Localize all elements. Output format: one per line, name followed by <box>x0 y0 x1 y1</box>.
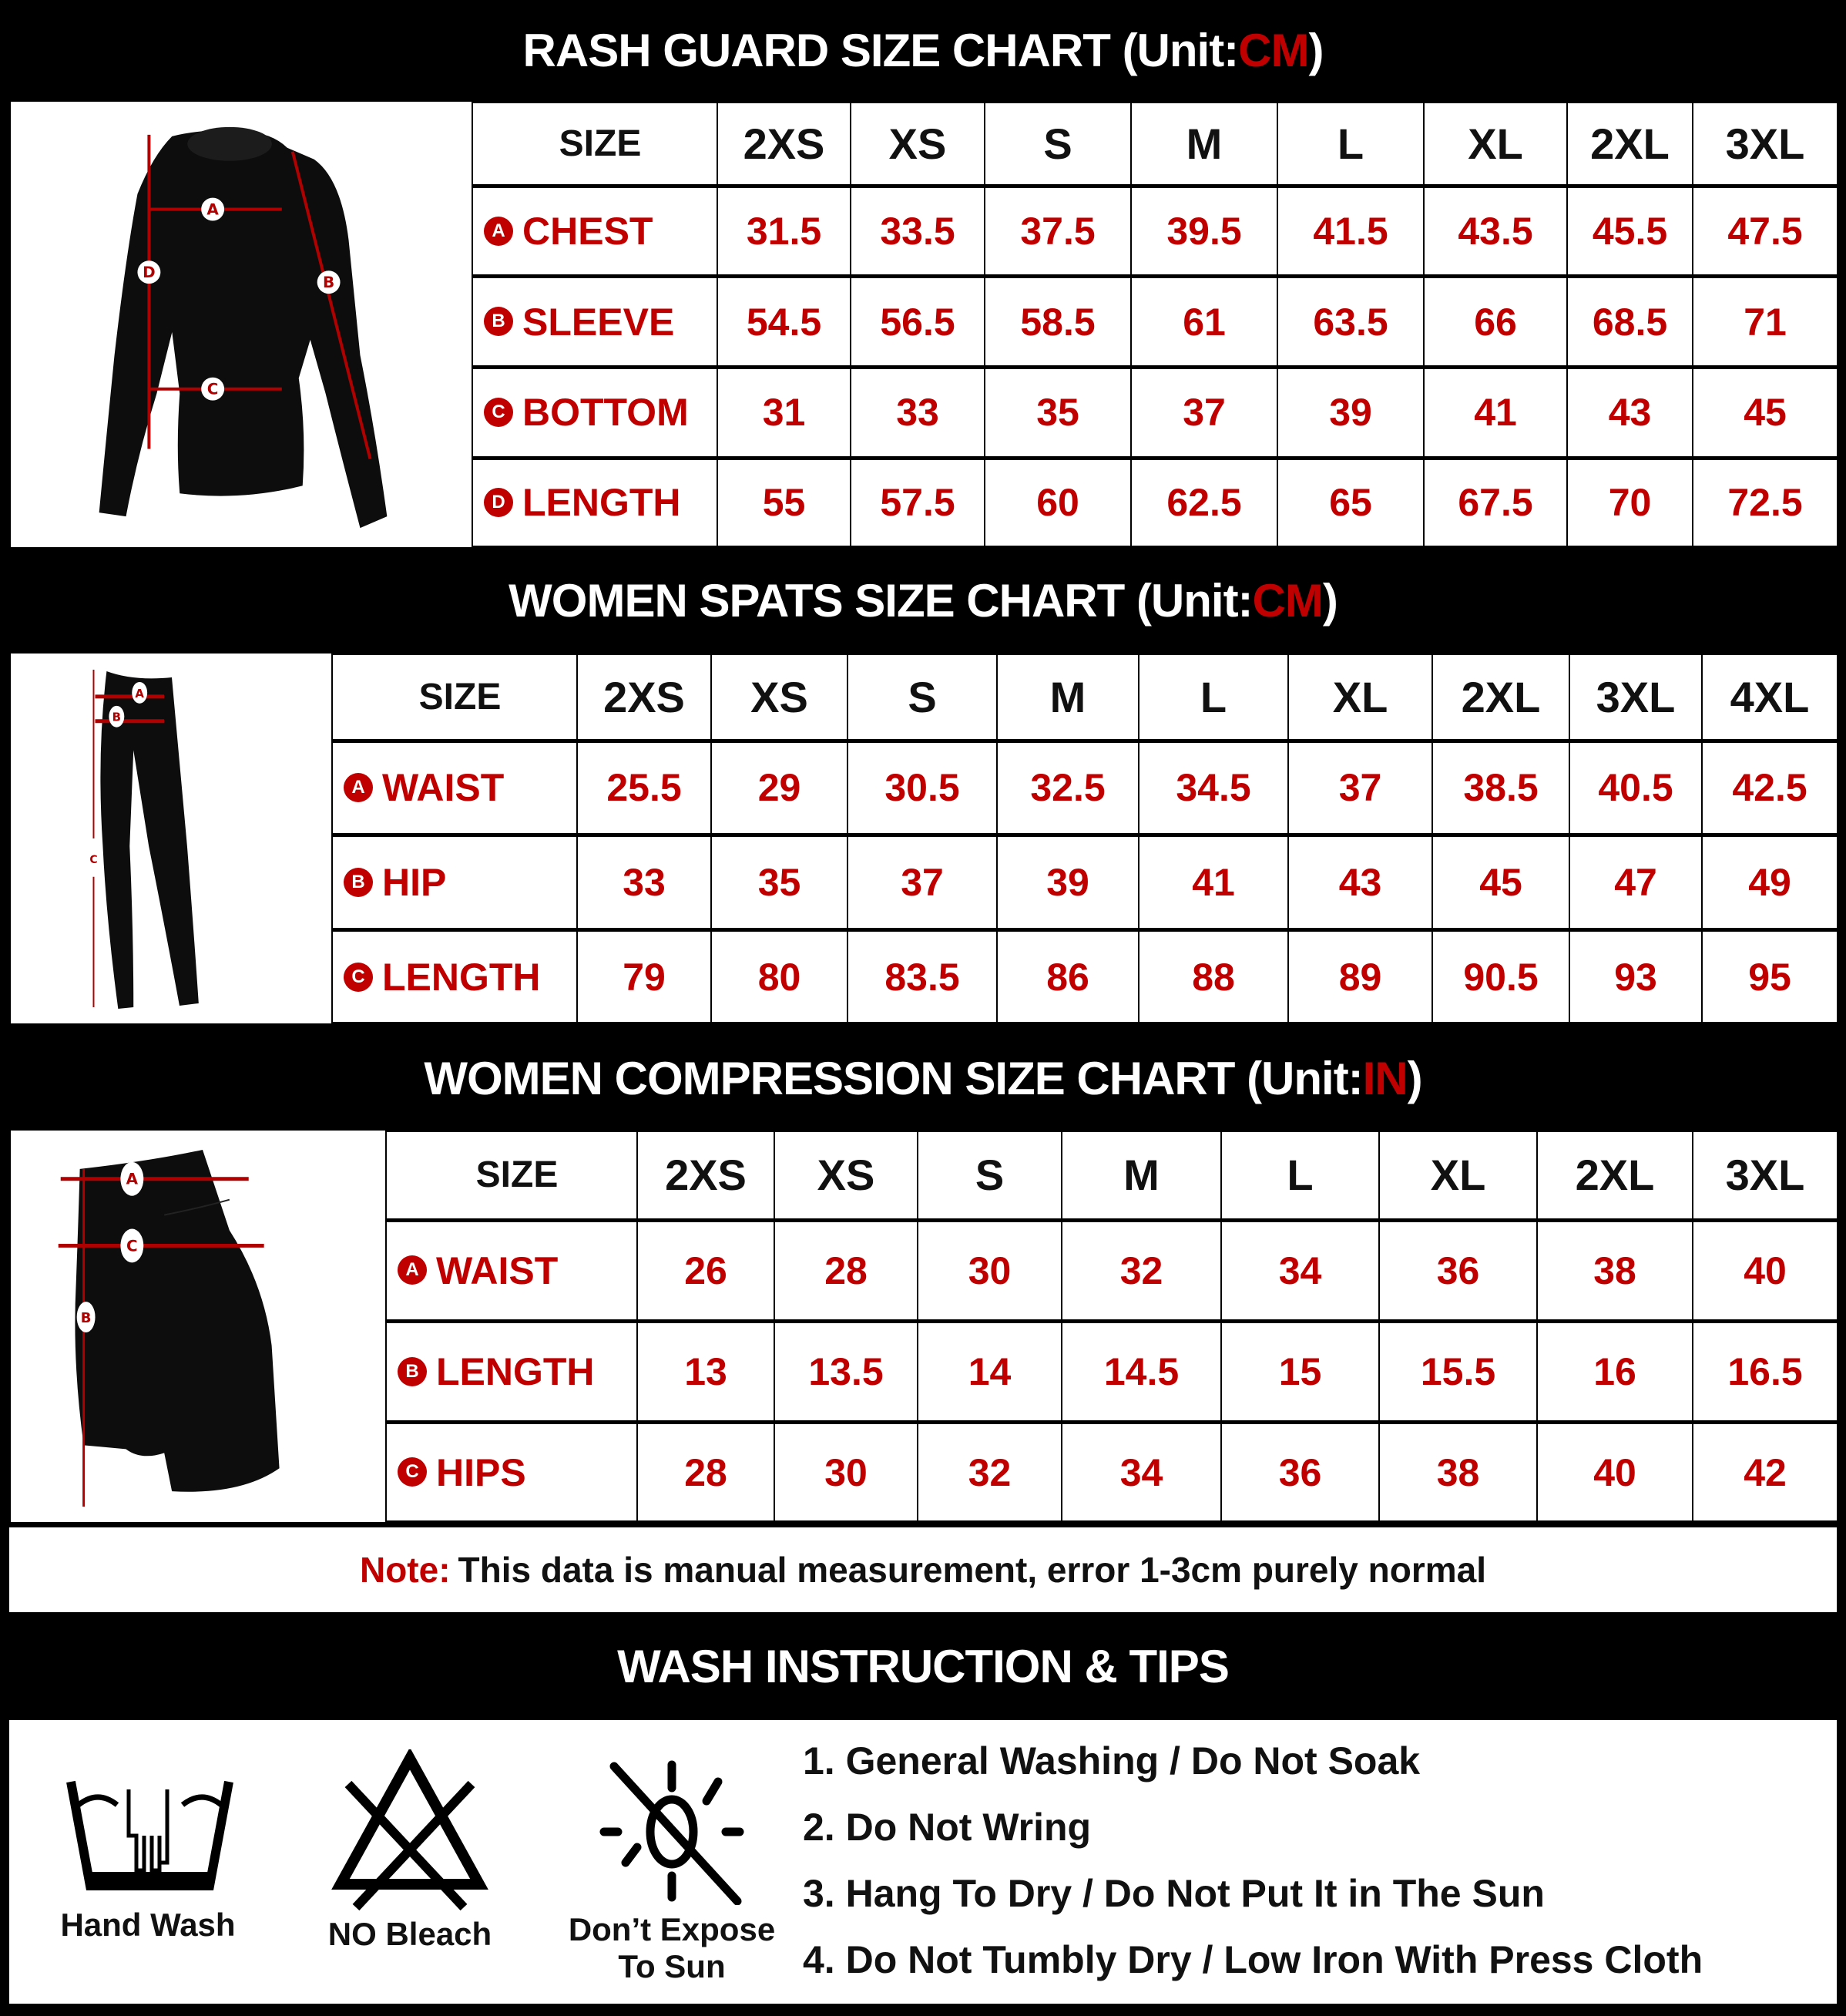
cell: 33.5 <box>851 186 985 277</box>
cell: 39 <box>1277 367 1424 458</box>
compression-title: WOMEN COMPRESSION SIZE CHART (Unit: IN ) <box>0 1027 1846 1129</box>
cell: 28 <box>774 1220 918 1321</box>
marker-badge: C <box>484 398 513 427</box>
spats-title: WOMEN SPATS SIZE CHART (Unit: CM ) <box>0 549 1846 652</box>
row-label: B LENGTH <box>386 1321 637 1422</box>
size-col: XL <box>1288 654 1432 741</box>
marker-badge: A <box>484 217 513 246</box>
cell: 42 <box>1693 1423 1838 1521</box>
cell: 89 <box>1288 930 1432 1023</box>
table-header-row <box>472 102 1838 186</box>
table-row <box>332 835 1838 930</box>
table-row <box>472 458 1838 546</box>
cell: 95 <box>1702 930 1838 1023</box>
cell: 34 <box>1062 1423 1221 1521</box>
cell: 88 <box>1139 930 1288 1023</box>
measurement-note <box>9 1527 1837 1612</box>
care-hand-wash <box>40 1759 256 1944</box>
cell: 39.5 <box>1131 186 1277 277</box>
cell: 43 <box>1567 367 1693 458</box>
wash-tips-list <box>803 1728 1703 1993</box>
cell: 80 <box>711 930 847 1023</box>
svg-text:B: B <box>323 274 335 292</box>
marker-badge: C <box>398 1457 427 1487</box>
svg-text:C: C <box>89 853 98 866</box>
size-col: 4XL <box>1702 654 1838 741</box>
svg-text:B: B <box>80 1310 92 1327</box>
size-col: S <box>985 102 1131 186</box>
size-col: 2XL <box>1537 1131 1693 1220</box>
cell: 40 <box>1693 1220 1838 1321</box>
size-col: XS <box>774 1131 918 1220</box>
cell: 16 <box>1537 1321 1693 1422</box>
size-col: M <box>997 654 1139 741</box>
size-col: 2XS <box>577 654 711 741</box>
tip-item: 1. General Washing / Do Not Soak <box>803 1739 1421 1782</box>
care-label: Hand Wash <box>60 1907 236 1943</box>
cell: 33 <box>851 367 985 458</box>
row-label: B SLEEVE <box>472 277 717 368</box>
wash-title: WASH INSTRUCTION & TIPS <box>0 1612 1846 1720</box>
cell: 41 <box>1424 367 1567 458</box>
size-col: 2XS <box>637 1131 774 1220</box>
cell: 37.5 <box>985 186 1131 277</box>
cell: 31.5 <box>717 186 851 277</box>
row-label: C BOTTOM <box>472 367 717 458</box>
cell: 30 <box>774 1423 918 1521</box>
table-row <box>332 741 1838 835</box>
svg-text:B: B <box>112 710 122 724</box>
cell: 29 <box>711 741 847 835</box>
size-header: SIZE <box>332 654 577 741</box>
cell: 43 <box>1288 835 1432 930</box>
tip-item: 2. Do Not Wring <box>803 1806 1092 1849</box>
row-label: D LENGTH <box>472 458 717 546</box>
size-col: XL <box>1424 102 1567 186</box>
cell: 15.5 <box>1379 1321 1537 1422</box>
cell: 55 <box>717 458 851 546</box>
size-col: L <box>1139 654 1288 741</box>
cell: 62.5 <box>1131 458 1277 546</box>
marker-badge: D <box>484 488 513 517</box>
compression-table <box>385 1131 1838 1522</box>
cell: 42.5 <box>1702 741 1838 835</box>
cell: 93 <box>1569 930 1702 1023</box>
svg-text:A: A <box>135 686 144 701</box>
svg-text:C: C <box>206 380 219 398</box>
cell: 14.5 <box>1062 1321 1221 1422</box>
cell: 86 <box>997 930 1139 1023</box>
row-label: C LENGTH <box>332 930 577 1023</box>
cell: 28 <box>637 1423 774 1521</box>
size-col: L <box>1221 1131 1379 1220</box>
rash-guard-figure <box>11 102 473 547</box>
size-col: 2XS <box>717 102 851 186</box>
marker-badge: B <box>344 868 373 897</box>
cell: 43.5 <box>1424 186 1567 277</box>
cell: 25.5 <box>577 741 711 835</box>
table-row <box>386 1220 1838 1321</box>
svg-text:C: C <box>126 1237 138 1255</box>
size-col: S <box>847 654 997 741</box>
note-label: Note: <box>359 1550 451 1590</box>
row-label: C HIPS <box>386 1423 637 1521</box>
cell: 90.5 <box>1432 930 1569 1023</box>
cell: 30.5 <box>847 741 997 835</box>
size-col: 2XL <box>1567 102 1693 186</box>
cell: 83.5 <box>847 930 997 1023</box>
size-col: L <box>1277 102 1424 186</box>
cell: 60 <box>985 458 1131 546</box>
cell: 26 <box>637 1220 774 1321</box>
cell: 36 <box>1379 1220 1537 1321</box>
cell: 16.5 <box>1693 1321 1838 1422</box>
marker-badge: C <box>344 963 373 992</box>
size-col: M <box>1062 1131 1221 1220</box>
compression-panel <box>9 1129 1837 1524</box>
cell: 47.5 <box>1693 186 1838 277</box>
size-header: SIZE <box>386 1131 637 1220</box>
spats-figure <box>11 654 333 1023</box>
row-label: A CHEST <box>472 186 717 277</box>
size-col: 3XL <box>1693 1131 1838 1220</box>
cell: 40.5 <box>1569 741 1702 835</box>
unit-label: CM <box>1238 24 1309 76</box>
cell: 68.5 <box>1567 277 1693 368</box>
cell: 35 <box>985 367 1131 458</box>
tip-item: 4. Do Not Tumbly Dry / Low Iron With Press Cloth <box>803 1938 1703 1981</box>
svg-text:A: A <box>206 200 219 219</box>
cell: 34 <box>1221 1220 1379 1321</box>
no-bleach-icon <box>329 1749 491 1911</box>
cell: 38.5 <box>1432 741 1569 835</box>
cell: 45 <box>1432 835 1569 930</box>
cell: 49 <box>1702 835 1838 930</box>
unit-label: IN <box>1362 1052 1408 1104</box>
marker-badge: B <box>484 307 513 336</box>
cell: 38 <box>1537 1220 1693 1321</box>
rash-guard-panel <box>9 100 1837 549</box>
cell: 61 <box>1131 277 1277 368</box>
svg-text:D: D <box>143 264 156 282</box>
unit-label: CM <box>1252 574 1323 627</box>
row-label: B HIP <box>332 835 577 930</box>
marker-badge: A <box>398 1255 427 1285</box>
row-label: A WAIST <box>386 1220 637 1321</box>
marker-badge: B <box>398 1357 427 1386</box>
cell: 37 <box>1288 741 1432 835</box>
cell: 70 <box>1567 458 1693 546</box>
cell: 37 <box>1131 367 1277 458</box>
tip-item: 3. Hang To Dry / Do Not Put It in The Sun <box>803 1872 1545 1915</box>
table-row <box>472 367 1838 458</box>
compression-figure <box>11 1131 387 1522</box>
size-header: SIZE <box>472 102 717 186</box>
cell: 37 <box>847 835 997 930</box>
care-no-bleach <box>302 1749 518 1953</box>
cell: 54.5 <box>717 277 851 368</box>
table-header-row <box>386 1131 1838 1220</box>
cell: 13 <box>637 1321 774 1422</box>
size-col: XL <box>1379 1131 1537 1220</box>
cell: 15 <box>1221 1321 1379 1422</box>
size-col: 3XL <box>1569 654 1702 741</box>
cell: 41 <box>1139 835 1288 930</box>
size-col: 2XL <box>1432 654 1569 741</box>
table-header-row <box>332 654 1838 741</box>
cell: 72.5 <box>1693 458 1838 546</box>
care-label-line1: Don’t Expose <box>568 1911 776 1947</box>
spats-illustration <box>11 654 331 1023</box>
size-col: 3XL <box>1693 102 1838 186</box>
care-label: NO Bleach <box>327 1916 492 1952</box>
cell: 31 <box>717 367 851 458</box>
cell: 34.5 <box>1139 741 1288 835</box>
table-row <box>332 930 1838 1023</box>
marker-badge: A <box>344 773 373 802</box>
cell: 40 <box>1537 1423 1693 1521</box>
cell: 57.5 <box>851 458 985 546</box>
care-label-line2: To Sun <box>618 1948 726 1984</box>
cell: 41.5 <box>1277 186 1424 277</box>
table-row <box>386 1321 1838 1422</box>
spats-panel <box>9 652 1837 1025</box>
table-row <box>472 277 1838 368</box>
size-col: XS <box>711 654 847 741</box>
cell: 14 <box>918 1321 1062 1422</box>
cell: 58.5 <box>985 277 1131 368</box>
cell: 39 <box>997 835 1139 930</box>
cell: 35 <box>711 835 847 930</box>
cell: 71 <box>1693 277 1838 368</box>
rash-guard-table <box>472 102 1838 547</box>
cell: 30 <box>918 1220 1062 1321</box>
cell: 66 <box>1424 277 1567 368</box>
note-text: This data is manual measurement, error 1-3cm purely normal <box>458 1550 1487 1590</box>
cell: 38 <box>1379 1423 1537 1521</box>
hand-wash-icon <box>55 1759 240 1897</box>
rash-guard-title: RASH GUARD SIZE CHART (Unit: CM ) <box>0 0 1846 100</box>
cell: 67.5 <box>1424 458 1567 546</box>
size-col: M <box>1131 102 1277 186</box>
cell: 45.5 <box>1567 186 1693 277</box>
care-no-sun <box>549 1759 795 1985</box>
table-row <box>386 1423 1838 1521</box>
no-sun-icon <box>595 1759 749 1905</box>
rash-guard-illustration <box>11 102 472 547</box>
cell: 32 <box>918 1423 1062 1521</box>
size-col: XS <box>851 102 985 186</box>
svg-text:A: A <box>126 1170 139 1188</box>
cell: 32 <box>1062 1220 1221 1321</box>
cell: 63.5 <box>1277 277 1424 368</box>
cell: 65 <box>1277 458 1424 546</box>
cell: 13.5 <box>774 1321 918 1422</box>
cell: 45 <box>1693 367 1838 458</box>
cell: 33 <box>577 835 711 930</box>
cell: 56.5 <box>851 277 985 368</box>
cell: 79 <box>577 930 711 1023</box>
row-label: A WAIST <box>332 741 577 835</box>
wash-panel <box>9 1720 1837 2004</box>
compression-illustration <box>11 1131 385 1522</box>
cell: 32.5 <box>997 741 1139 835</box>
spats-table <box>331 654 1838 1023</box>
table-row <box>472 186 1838 277</box>
cell: 36 <box>1221 1423 1379 1521</box>
cell: 47 <box>1569 835 1702 930</box>
size-col: S <box>918 1131 1062 1220</box>
